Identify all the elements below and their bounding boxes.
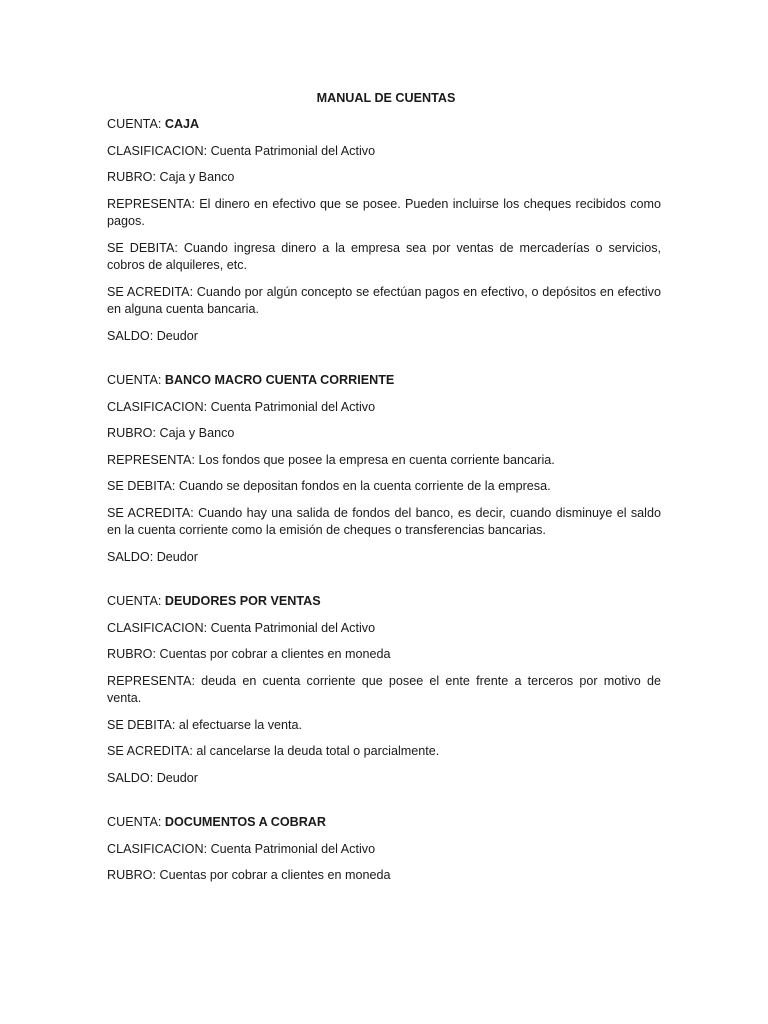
account-se-acredita: SE ACREDITA: al cancelarse la deuda total o parcialmente.: [107, 744, 440, 758]
account-label: CUENTA:: [107, 594, 165, 608]
account-clasificacion: CLASIFICACION: Cuenta Patrimonial del Activo: [107, 399, 376, 414]
account-rubro: RUBRO: Cuentas por cobrar a clientes en moneda: [107, 647, 391, 661]
document-title: MANUAL DE CUENTAS: [316, 91, 456, 105]
account-rubro: RUBRO: Caja y Banco: [107, 426, 235, 440]
account-name: BANCO MACRO CUENTA CORRIENTE: [164, 373, 395, 387]
account-se-debita: SE DEBITA: al efectuarse la venta.: [107, 717, 303, 732]
account-saldo: SALDO: Deudor: [107, 328, 198, 343]
account-section-banco-macro: [107, 372, 661, 566]
account-heading: [107, 116, 661, 134]
account-se-acredita: SE ACREDITA: Cuando por algún concepto se efectúan pagos en efectivo, o depósitos en efectivo en alguna cuenta bancaria.: [107, 284, 661, 316]
account-clasificacion: CLASIFICACION: Cuenta Patrimonial del Activo: [107, 143, 376, 158]
account-label: CUENTA:: [107, 117, 165, 131]
account-heading: [107, 814, 661, 832]
account-name: DEUDORES POR VENTAS: [164, 594, 321, 608]
account-clasificacion: CLASIFICACION: Cuenta Patrimonial del Activo: [107, 620, 376, 635]
account-heading: [107, 372, 661, 390]
account-section-caja: [107, 116, 661, 345]
document-page: [107, 89, 661, 894]
account-section-documentos-a-cobrar: [107, 814, 661, 885]
account-label: CUENTA:: [107, 373, 165, 387]
account-rubro: RUBRO: Caja y Banco: [107, 170, 235, 184]
account-saldo: SALDO: Deudor: [107, 770, 198, 785]
account-heading: [107, 593, 661, 611]
account-label: CUENTA:: [107, 815, 165, 829]
account-representa: REPRESENTA: deuda en cuenta corriente que posee el ente frente a terceros por motivo de venta.: [107, 673, 661, 705]
account-clasificacion: CLASIFICACION: Cuenta Patrimonial del Activo: [107, 841, 376, 856]
account-saldo: SALDO: Deudor: [107, 549, 198, 564]
account-se-debita: SE DEBITA: Cuando se depositan fondos en la cuenta corriente de la empresa.: [107, 479, 551, 493]
account-se-acredita: SE ACREDITA: Cuando hay una salida de fondos del banco, es decir, cuando disminuye el saldo en la cuenta corriente como la emisión de cheques o transferencias bancarias.: [107, 505, 661, 537]
account-representa: REPRESENTA: Los fondos que posee la empresa en cuenta corriente bancaria.: [107, 452, 555, 467]
account-rubro: RUBRO: Cuentas por cobrar a clientes en moneda: [107, 868, 391, 882]
account-name: CAJA: [164, 117, 200, 131]
account-section-deudores-por-ventas: [107, 593, 661, 787]
account-representa: REPRESENTA: El dinero en efectivo que se posee. Pueden incluirse los cheques recibidos como pagos.: [107, 196, 661, 228]
account-name: DOCUMENTOS A COBRAR: [164, 815, 326, 829]
account-se-debita: SE DEBITA: Cuando ingresa dinero a la empresa sea por ventas de mercaderías o servicios, cobros de alquileres, etc.: [107, 240, 661, 272]
